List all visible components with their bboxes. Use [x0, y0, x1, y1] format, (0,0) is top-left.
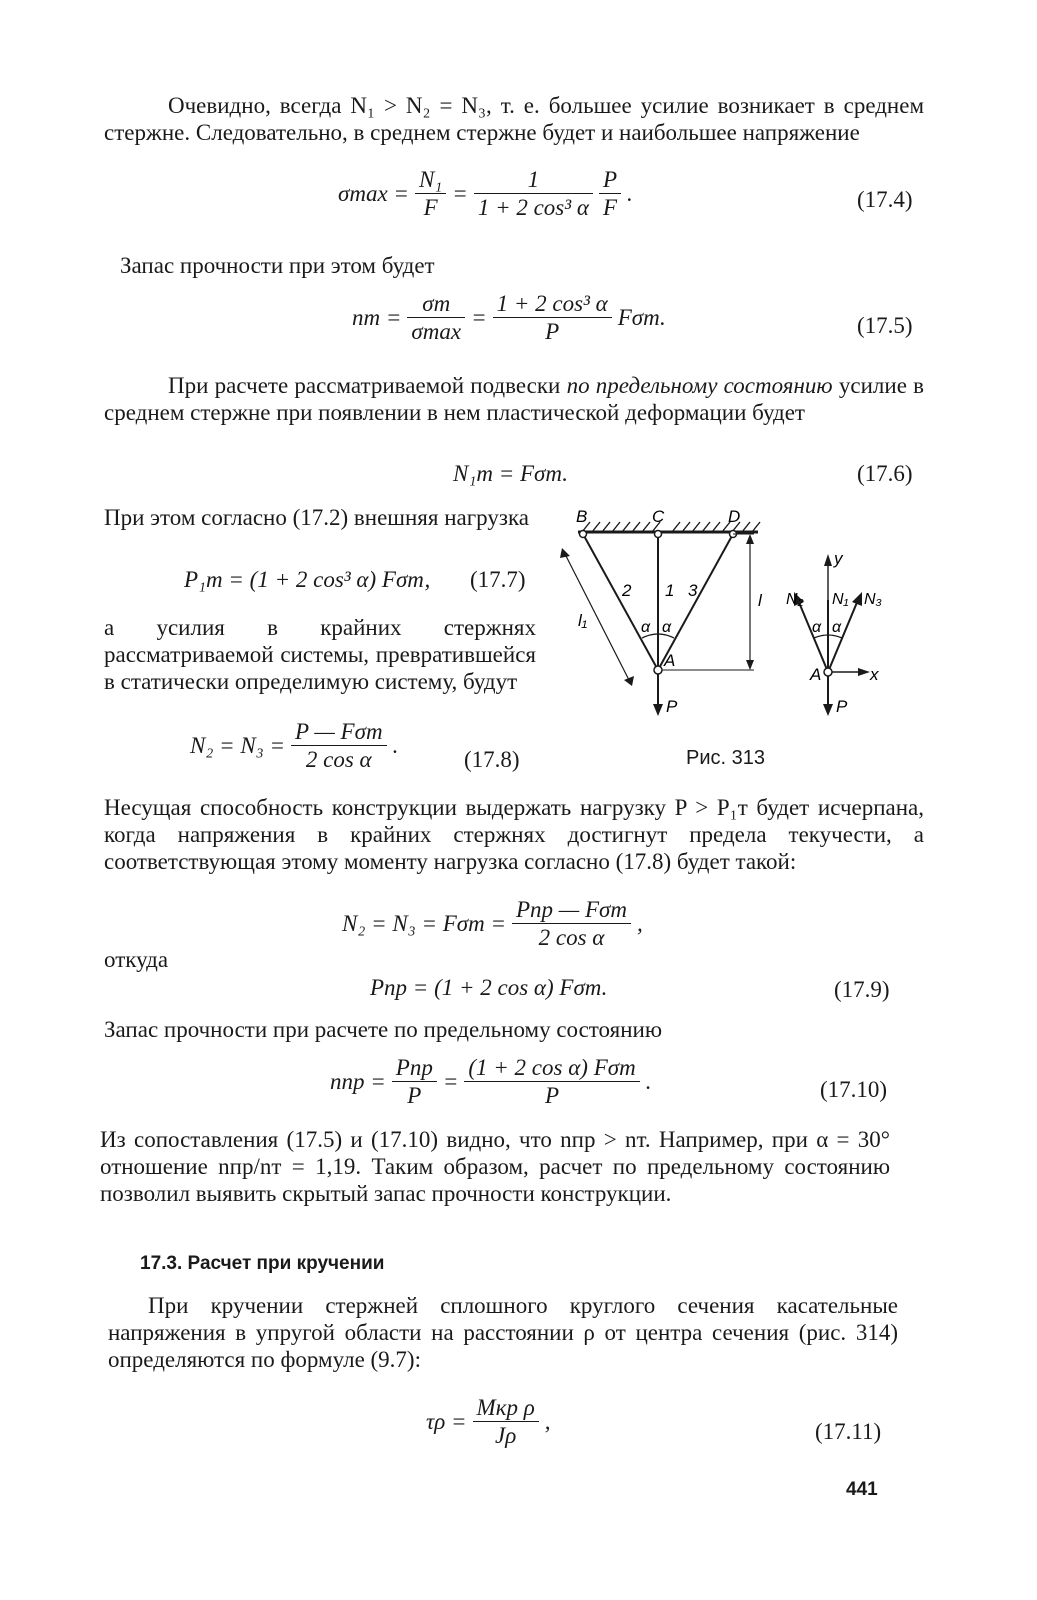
word-otkuda: откуда: [104, 947, 169, 972]
dim-l1-line: [564, 552, 630, 682]
section-heading: 17.3. Расчет при кручении: [140, 1253, 385, 1274]
dim-l1-arrow-top: [560, 548, 570, 558]
equation-17-7: P₁т = (1 + 2 cos³ α) Fσт,: [184, 567, 431, 592]
label-fbd-alpha-right: α: [832, 619, 842, 636]
label-c: C: [652, 507, 665, 526]
dim-l1-arrow-bottom: [624, 676, 634, 686]
dim-l-arrow-top: [746, 534, 754, 544]
fbd-node-a: [824, 668, 832, 676]
force-n3-arrow: [852, 592, 862, 606]
equation-number-17-10: (17.10): [820, 1077, 888, 1102]
label-rod-3: 3: [688, 581, 698, 600]
paragraph-3: При расчете рассматриваемой подвески по предельному состоянию усилие в среднем стержне при появлении в нем пластической деформации будет: [104, 373, 925, 425]
equation-number-17-7: (17.7): [470, 567, 526, 592]
page-number: 441: [846, 1479, 878, 1500]
axis-y-arrow: [824, 554, 832, 566]
label-x: x: [870, 665, 879, 684]
paragraph-8: Из сопоставления (17.5) и (17.10) видно, что nпр > nт. Например, при α = 30° отношение nпр/nт = 1,19. Таким образом, расчет по предельному состоянию позволил выявить скрытый запас прочности конструкции.: [100, 1127, 890, 1206]
label-fbd-p: P: [836, 697, 848, 716]
rod-2: [583, 534, 658, 670]
paragraph-9: При кручении стержней сплошного круглого сечения касательные напряжения в упругой области на расстоянии ρ от центра сечения (рис. 314) определяются по формуле (9.7):: [108, 1293, 898, 1372]
equation-17-11: τρ = $\frac{\text{Mкр ρ}}{J\rho}$ ,: [426, 1395, 551, 1448]
label-l: l: [758, 591, 762, 610]
equation-number-17-6: (17.6): [857, 461, 913, 486]
force-n2: [798, 600, 828, 672]
label-l1: l₁: [578, 611, 588, 630]
label-alpha-left: α: [641, 619, 651, 636]
label-n1: N₁: [832, 591, 849, 608]
label-a: A: [664, 651, 676, 670]
figure-313: [548, 500, 908, 730]
dim-l-arrow-bottom: [746, 660, 754, 670]
axis-x-arrow: [858, 668, 870, 676]
equation-number-17-4: (17.4): [857, 187, 913, 212]
force-n3: [828, 600, 858, 672]
label-alpha-right: α: [662, 619, 672, 636]
equation-17-10: nпр = $\frac{\text{Pпр}}{P}$ = $\frac{\text{(1 + 2 cos α) Fσт}}{P}$ .: [330, 1055, 652, 1108]
node-a: [654, 666, 662, 674]
paragraph-1: Очевидно, всегда N₁ > N₂ = N₃, т. е. большее усилие возникает в среднем стержне. Следовательно, в среднем стержне будет и наибольшее напряжение: [104, 93, 924, 145]
equation-number-17-11: (17.11): [815, 1419, 882, 1444]
hinge-b: [580, 531, 587, 538]
label-n2: N₂: [786, 591, 804, 608]
equation-17-4: σmax = $\frac{\text{N₁}}{F}$ = $\frac{1}{\text{1 + 2 cos³ α}}$ $\frac{P}{F}$ .: [338, 167, 633, 220]
figure-caption: Рис. 313: [686, 747, 765, 769]
label-rod-2: 2: [622, 581, 632, 600]
paragraph-7: Запас прочности при расчете по предельному состоянию: [104, 1017, 662, 1042]
paragraph-2: Запас прочности при этом будет: [120, 253, 435, 278]
label-p: P: [666, 697, 678, 716]
label-fbd-alpha-left: α: [812, 619, 822, 636]
paragraph-5: а усилия в крайних стержнях рассматриваемой системы, превратившейся в статически определимую систему, будут: [104, 615, 536, 694]
label-d: D: [728, 507, 741, 526]
hinge-c: [655, 531, 662, 538]
equation-17-6: N₁т = Fσт.: [453, 461, 568, 486]
rod-3: [658, 534, 733, 670]
paragraph-6: Несущая способность конструкции выдержать нагрузку P > P₁т будет исчерпана, когда напряжения в крайних стержнях достигнут предела текучести, а соответствующая этому моменту нагрузка согласно (17.8) будет такой:: [104, 795, 924, 874]
equation-n2-limit: N₂ = N₃ = Fσт = $\frac{\text{Pпр — Fσт}}{\text{2 cos α}}$ ,: [342, 897, 643, 950]
label-n3: N₃: [864, 591, 882, 608]
fbd-load-p-arrow: [823, 704, 833, 716]
equation-number-17-8: (17.8): [464, 747, 520, 772]
equation-number-17-9: (17.9): [834, 977, 890, 1002]
paragraph-4: При этом согласно (17.2) внешняя нагрузка: [104, 505, 529, 530]
label-fbd-a: A: [810, 665, 822, 684]
equation-17-5: nт = $\frac{\sigma т}{\sigma\max}$ = $\frac{\text{1 + 2 cos³ α}}{P}$ Fσт.: [352, 291, 666, 344]
label-y: y: [834, 549, 843, 568]
equation-17-9: Pпр = (1 + 2 cos α) Fσт.: [370, 975, 608, 1000]
equation-17-8: N₂ = N₃ = $\frac{\text{P — Fσт}}{\text{2 cos α}}$ .: [190, 719, 399, 772]
label-b: B: [576, 507, 588, 526]
label-rod-1: 1: [665, 581, 675, 600]
load-p-arrow: [653, 704, 663, 716]
equation-number-17-5: (17.5): [857, 313, 913, 338]
